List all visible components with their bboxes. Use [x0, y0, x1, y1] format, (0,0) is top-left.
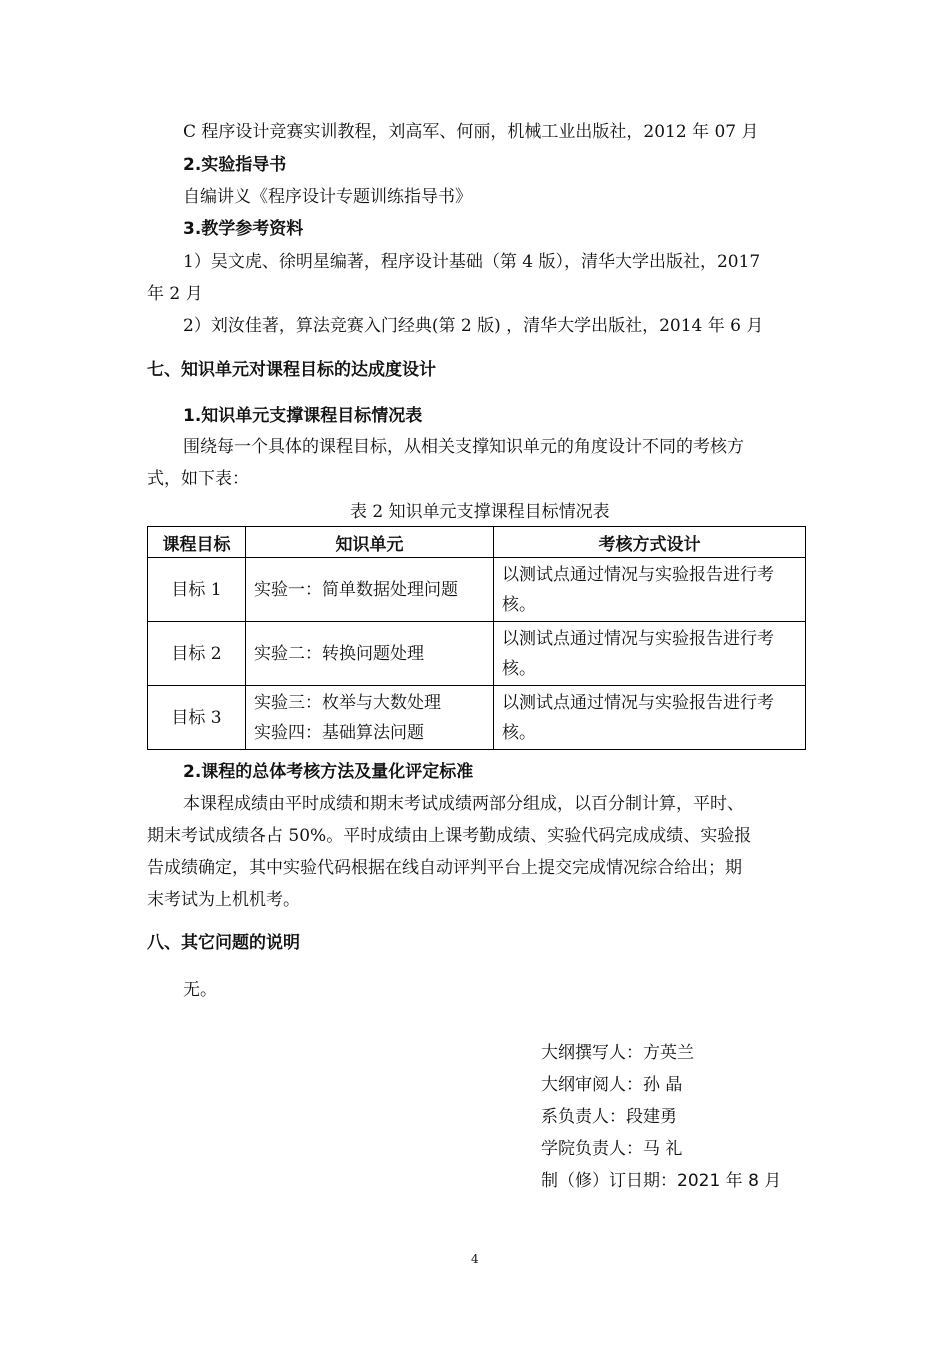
signature-college-head: 学院负责人：马 礼 [541, 1139, 683, 1159]
guide-text: 自编讲义《程序设计专题训练指导书》 [183, 187, 472, 207]
unit-line: 实验四：基础算法问题 [254, 722, 424, 743]
signature-writer: 大纲撰写人：方英兰 [541, 1043, 694, 1063]
reference-1-line-2: 年 2 月 [147, 284, 203, 304]
reference-2: 2）刘汝佳著，算法竞赛入门经典(第 2 版) ，清华大学出版社，2014 年 6 月 [183, 316, 764, 336]
signature-date: 制（修）订日期：2021 年 8 月 [541, 1171, 782, 1191]
table-header-row [148, 527, 806, 558]
goal-cell: 目标 3 [148, 686, 246, 750]
signature-dept-head: 系负责人：段建勇 [541, 1107, 677, 1127]
method-cell: 以测试点通过情况与实验报告进行考核。 [494, 686, 806, 750]
method-cell: 以测试点通过情况与实验报告进行考核。 [494, 558, 806, 622]
table-caption: 表 2 知识单元支撑课程目标情况表 [350, 502, 610, 522]
unit-cell [246, 622, 494, 686]
goal-cell: 目标 1 [148, 558, 246, 622]
table-row [148, 558, 806, 622]
page-number: 4 [471, 1252, 479, 1266]
goal-cell: 目标 2 [148, 622, 246, 686]
table-row [148, 686, 806, 750]
goals-table [147, 526, 806, 750]
section-8-title: 八、其它问题的说明 [147, 933, 300, 953]
assessment-line-3: 告成绩确定，其中实验代码根据在线自动评判平台上提交完成情况综合给出；期 [147, 858, 742, 878]
reference-1-line-1: 1）吴文虎、徐明星编著，程序设计基础（第 4 版），清华大学出版社，2017 [183, 252, 761, 272]
signature-reviewer: 大纲审阅人：孙 晶 [541, 1075, 683, 1095]
section-7-paragraph-line-1: 围绕每一个具体的课程目标，从相关支撑知识单元的角度设计不同的考核方 [183, 437, 744, 457]
method-cell: 以测试点通过情况与实验报告进行考核。 [494, 622, 806, 686]
section-7-subtitle-2: 2.课程的总体考核方法及量化评定标准 [183, 762, 474, 782]
guide-heading: 2.实验指导书 [183, 155, 287, 175]
header-unit: 知识单元 [246, 527, 494, 558]
section-8-text: 无。 [183, 980, 217, 1000]
unit-cell [246, 686, 494, 750]
assessment-line-2: 期末考试成绩各占 50%。平时成绩由上课考勤成绩、实验代码完成成绩、实验报 [147, 826, 752, 846]
assessment-line-4: 末考试为上机机考。 [147, 890, 300, 910]
section-7-paragraph-line-2: 式，如下表： [147, 469, 249, 489]
table-row [148, 622, 806, 686]
unit-line: 实验二：转换问题处理 [254, 643, 424, 664]
unit-cell [246, 558, 494, 622]
unit-line: 实验三：枚举与大数处理 [254, 692, 441, 713]
unit-line: 实验一：简单数据处理问题 [254, 579, 458, 600]
textbook-line: C 程序设计竞赛实训教程，刘高军、何丽，机械工业出版社，2012 年 07 月 [183, 122, 759, 142]
section-7-subtitle-1: 1.知识单元支撑课程目标情况表 [183, 406, 423, 426]
materials-heading: 3.教学参考资料 [183, 219, 304, 239]
header-method: 考核方式设计 [494, 527, 806, 558]
assessment-line-1: 本课程成绩由平时成绩和期末考试成绩两部分组成，以百分制计算，平时、 [183, 794, 744, 814]
header-goal: 课程目标 [148, 527, 246, 558]
section-7-title: 七、知识单元对课程目标的达成度设计 [147, 360, 436, 380]
